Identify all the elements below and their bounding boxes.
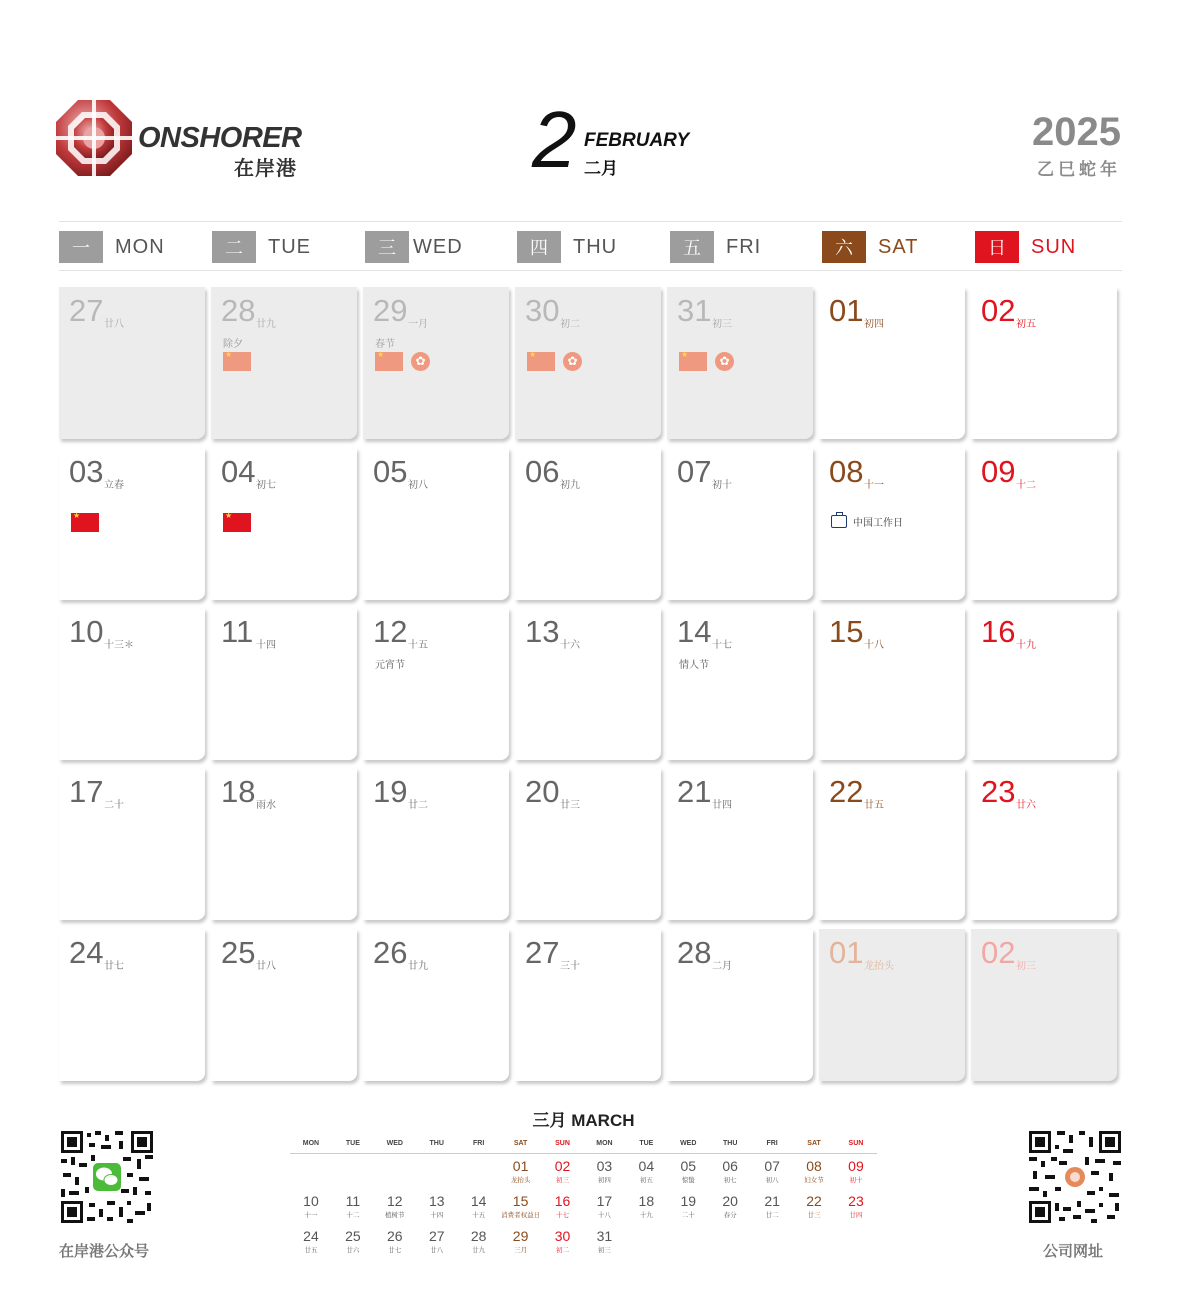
- calendar-day-cell[interactable]: [211, 448, 357, 600]
- lunar-date: 初三: [1016, 961, 1036, 972]
- mini-lunar-date: 初三: [597, 1246, 611, 1254]
- mini-day-cell: [416, 1189, 458, 1224]
- mini-day-cell: [625, 1224, 667, 1259]
- day-number: 01: [829, 935, 864, 970]
- day-number: 05: [373, 454, 408, 489]
- holiday-label: 春节: [375, 339, 395, 350]
- next-month-title: 三月 MARCH: [532, 1111, 635, 1130]
- day-number: 21: [677, 774, 712, 809]
- hong-kong-flag-icon: ✿: [411, 352, 430, 371]
- month-name-cn: 二月: [584, 159, 618, 179]
- mini-lunar-date: 十一: [304, 1211, 318, 1219]
- mini-day-cell: [835, 1224, 877, 1259]
- mini-lunar-date: 消费者权益日: [501, 1211, 541, 1219]
- lunar-date: 初十: [712, 480, 732, 491]
- mini-lunar-date: 廿九: [472, 1246, 486, 1254]
- mini-day-cell: [500, 1189, 542, 1224]
- china-flag-icon: [71, 513, 99, 532]
- day-number: 25: [221, 935, 256, 970]
- mini-day-cell: [458, 1189, 500, 1224]
- mini-day-cell: [793, 1189, 835, 1224]
- brand-name-cn: 在岸港: [234, 156, 297, 180]
- mini-lunar-date: 三月: [514, 1246, 528, 1254]
- day-number: 29: [373, 293, 408, 328]
- mini-lunar-date: 廿六: [346, 1246, 360, 1254]
- lunar-date: 雨水: [256, 800, 276, 811]
- lunar-date: 十二: [1016, 480, 1036, 491]
- weekday-en: SUN: [1031, 235, 1077, 258]
- year-zodiac: 乙巳蛇年: [1037, 160, 1121, 180]
- mini-day-number: 17: [596, 1193, 613, 1209]
- calendar-day-cell[interactable]: [971, 448, 1117, 600]
- weekday-fri: [670, 231, 761, 263]
- qr-left-caption: 在岸港公众号: [59, 1242, 150, 1260]
- lunar-date: 二月: [712, 961, 732, 972]
- mini-weekday: SUN: [848, 1140, 864, 1147]
- day-number: 02: [981, 935, 1016, 970]
- weekday-cn: 一: [59, 231, 103, 263]
- day-number: 26: [373, 935, 408, 970]
- lunar-date: 初二: [560, 319, 580, 330]
- mini-day-cell: [583, 1189, 625, 1224]
- lunar-date: 十六: [560, 640, 580, 651]
- day-number: 11: [221, 614, 254, 649]
- mini-day-cell: [709, 1224, 751, 1259]
- weekday-cn: 六: [822, 231, 866, 263]
- mini-day-cell: [625, 1154, 667, 1189]
- mini-day-number: 10: [303, 1193, 319, 1209]
- weekday-en: MON: [115, 235, 165, 258]
- lunar-date: 初八: [408, 480, 428, 491]
- mini-lunar-date: 初二: [555, 1246, 569, 1254]
- mini-day-number: 09: [848, 1158, 864, 1174]
- day-number: 23: [981, 774, 1016, 809]
- weekday-en: FRI: [726, 235, 762, 258]
- mini-day-cell: [751, 1189, 793, 1224]
- mini-weekday: FRI: [473, 1140, 485, 1147]
- mini-lunar-date: 初八: [765, 1176, 779, 1184]
- calendar-day-cell[interactable]: [363, 929, 509, 1081]
- holiday-label: 除夕: [223, 339, 243, 350]
- lunar-date: 立春: [104, 480, 124, 491]
- workday-note: [831, 514, 903, 529]
- mini-day-cell: [332, 1189, 374, 1224]
- china-flag-icon: [223, 352, 251, 371]
- lunar-date: 十四: [256, 640, 276, 651]
- mini-day-cell: [793, 1224, 835, 1259]
- holiday-flags: [223, 513, 251, 532]
- weekday-sat: [822, 231, 918, 263]
- day-number: 04: [221, 454, 256, 489]
- mini-day-number: 05: [680, 1158, 697, 1174]
- day-number: 12: [373, 614, 408, 649]
- mini-lunar-date: 初三: [555, 1176, 569, 1184]
- mini-day-number: 11: [345, 1193, 361, 1209]
- weekday-en: TUE: [268, 235, 311, 258]
- mini-day-cell: [709, 1189, 751, 1224]
- lunar-date: 廿八: [256, 961, 276, 972]
- mini-lunar-date: 廿四: [849, 1211, 863, 1219]
- day-number: 07: [677, 454, 712, 489]
- day-number: 27: [525, 935, 560, 970]
- weekday-cn: 五: [670, 231, 714, 263]
- calendar-day-cell[interactable]: [971, 768, 1117, 920]
- mini-day-cell: [751, 1224, 793, 1259]
- mini-day-cell: [500, 1224, 542, 1259]
- calendar-day-cell[interactable]: [819, 448, 965, 600]
- day-number: 28: [221, 293, 256, 328]
- mini-weekday: TUE: [639, 1140, 654, 1147]
- mini-lunar-date: 廿二: [765, 1211, 779, 1219]
- lunar-date: 十五: [408, 640, 428, 651]
- mini-day-cell: [835, 1154, 877, 1189]
- calendar-day-cell[interactable]: [59, 448, 205, 600]
- mini-weekday: SAT: [513, 1140, 528, 1147]
- mini-day-number: 07: [764, 1158, 780, 1174]
- mini-day-cell: [583, 1224, 625, 1259]
- mini-day-number: 28: [470, 1228, 487, 1244]
- mini-day-cell: [542, 1224, 584, 1259]
- lunar-date: 廿九: [256, 319, 276, 330]
- wechat-qr-code[interactable]: [61, 1131, 153, 1223]
- mini-day-cell: [290, 1154, 332, 1189]
- calendar-day-cell[interactable]: [363, 287, 509, 439]
- calendar-day-cell[interactable]: [515, 287, 661, 439]
- day-number: 06: [525, 454, 560, 489]
- mini-day-cell: [542, 1189, 584, 1224]
- mini-day-cell: [542, 1154, 584, 1189]
- mini-lunar-date: 廿五: [304, 1246, 318, 1254]
- next-month-calendar: [290, 1140, 877, 1259]
- weekday-cn: 日: [975, 231, 1019, 263]
- day-number: 16: [981, 614, 1016, 649]
- holiday-label: 元宵节: [375, 660, 405, 671]
- mini-day-cell: [625, 1189, 667, 1224]
- holiday-flags: [71, 513, 99, 532]
- lunar-date: 三十: [560, 961, 580, 972]
- mini-week-row: [290, 1224, 877, 1259]
- hong-kong-flag-icon: ✿: [563, 352, 582, 371]
- mini-day-number: 26: [387, 1228, 403, 1244]
- day-number: 30: [525, 293, 560, 328]
- mini-day-cell: [667, 1224, 709, 1259]
- calendar-day-cell[interactable]: [515, 768, 661, 920]
- mini-day-cell: [667, 1154, 709, 1189]
- mini-day-number: 31: [596, 1228, 613, 1244]
- calendar-day-cell[interactable]: [363, 448, 509, 600]
- mini-day-cell: [332, 1224, 374, 1259]
- mini-day-number: 23: [848, 1193, 864, 1209]
- lunar-date: 廿三: [560, 800, 580, 811]
- mini-week-row: [290, 1154, 877, 1189]
- calendar-day-cell[interactable]: [667, 929, 813, 1081]
- mini-day-number: 25: [345, 1228, 361, 1244]
- day-number: 28: [677, 935, 712, 970]
- lunar-date: 龙抬头: [864, 961, 894, 972]
- mini-day-cell: [583, 1154, 625, 1189]
- mini-day-cell: [374, 1189, 416, 1224]
- mini-lunar-date: 二十: [681, 1211, 695, 1219]
- next-month-days: [290, 1154, 877, 1259]
- mini-day-cell: [416, 1224, 458, 1259]
- mini-weekday: TUE: [345, 1140, 360, 1147]
- mini-day-cell: [500, 1154, 542, 1189]
- day-number: 22: [829, 774, 864, 809]
- weekday-en: WED: [413, 235, 463, 258]
- calendar-day-cell[interactable]: [59, 768, 205, 920]
- day-number: 17: [69, 774, 104, 809]
- holiday-label: 情人节: [679, 660, 709, 671]
- lunar-date: 十三＊: [104, 640, 134, 651]
- mini-day-number: 12: [387, 1193, 403, 1209]
- lunar-date: 初四: [864, 319, 884, 330]
- mini-day-number: 06: [722, 1158, 738, 1174]
- calendar-day-cell[interactable]: [363, 768, 509, 920]
- weekday-thu: [517, 231, 617, 263]
- briefcase-icon: [831, 515, 847, 528]
- mini-day-cell: [458, 1224, 500, 1259]
- mini-day-number: 21: [764, 1193, 780, 1209]
- mini-lunar-date: 十七: [555, 1211, 569, 1219]
- day-number: 02: [981, 293, 1016, 328]
- qr-right-caption: 公司网址: [1043, 1242, 1104, 1260]
- lunar-date: 廿六: [1016, 800, 1036, 811]
- mini-weekday: FRI: [766, 1140, 778, 1147]
- calendar-day-cell[interactable]: [667, 608, 813, 760]
- mini-day-number: 24: [303, 1228, 319, 1244]
- lunar-date: 十八: [864, 640, 884, 651]
- day-number: 10: [69, 614, 104, 649]
- mini-day-cell: [416, 1154, 458, 1189]
- calendar-day-cell[interactable]: [819, 287, 965, 439]
- mini-lunar-date: 十二: [346, 1211, 360, 1219]
- lunar-date: 一月: [408, 319, 428, 330]
- lunar-date: 初五: [1016, 319, 1036, 330]
- mini-day-cell: [374, 1154, 416, 1189]
- mini-weekday: SAT: [807, 1140, 821, 1147]
- mini-day-cell: [751, 1154, 793, 1189]
- calendar-day-cell[interactable]: [819, 929, 965, 1081]
- lunar-date: 廿七: [104, 961, 124, 972]
- mini-day-cell: [374, 1224, 416, 1259]
- mini-lunar-date: 初四: [597, 1176, 611, 1184]
- mini-lunar-date: 廿七: [388, 1246, 402, 1254]
- mini-day-number: 04: [638, 1158, 655, 1174]
- mini-weekday: MON: [302, 1140, 320, 1147]
- day-number: 27: [69, 293, 104, 328]
- weekday-en: SAT: [878, 235, 919, 258]
- mini-weekday: SUN: [555, 1140, 570, 1147]
- mini-weekday: WED: [680, 1140, 697, 1147]
- day-number: 03: [69, 454, 104, 489]
- calendar-day-cell[interactable]: [211, 608, 357, 760]
- year: 2025: [1032, 110, 1121, 154]
- month-number: 2: [532, 95, 577, 184]
- mini-day-number: 03: [596, 1158, 613, 1174]
- mini-day-number: 22: [806, 1193, 822, 1209]
- mini-lunar-date: 初十: [849, 1176, 863, 1184]
- calendar-day-cell[interactable]: [667, 768, 813, 920]
- mini-day-number: 08: [806, 1158, 822, 1174]
- mini-lunar-date: 春分: [723, 1211, 737, 1219]
- holiday-flags: [527, 352, 582, 371]
- mini-lunar-date: 廿八: [430, 1246, 444, 1254]
- calendar-day-cell[interactable]: [211, 768, 357, 920]
- mini-lunar-date: 十五: [472, 1211, 486, 1219]
- brand-name-en: ONSHORER: [138, 122, 302, 154]
- calendar-day-cell[interactable]: [59, 608, 205, 760]
- mini-day-number: 20: [722, 1193, 738, 1209]
- lunar-date: 初七: [256, 480, 276, 491]
- lunar-date: 初九: [560, 480, 580, 491]
- lunar-date: 廿九: [408, 961, 428, 972]
- mini-weekday: MON: [596, 1140, 613, 1147]
- calendar-day-cell[interactable]: [667, 448, 813, 600]
- lunar-date: 初三: [712, 319, 732, 330]
- china-flag-icon: [223, 513, 251, 532]
- mini-day-number: 02: [554, 1158, 571, 1174]
- calendar-day-cell[interactable]: [59, 287, 205, 439]
- mini-lunar-date: 龙抬头: [510, 1176, 531, 1184]
- weekday-wed: [365, 231, 463, 263]
- mini-lunar-date: 廿三: [807, 1211, 821, 1219]
- mini-day-cell: [332, 1154, 374, 1189]
- day-number: 13: [525, 614, 560, 649]
- weekday-cn: 四: [517, 231, 561, 263]
- calendar-day-cell[interactable]: [363, 608, 509, 760]
- lunar-date: 廿八: [104, 319, 124, 330]
- lunar-date: 十一: [864, 480, 884, 491]
- brand-logo: [56, 100, 316, 180]
- weekday-cn: 二: [212, 231, 256, 263]
- day-number: 31: [677, 293, 712, 328]
- mini-lunar-date: 十九: [639, 1211, 653, 1219]
- mini-day-cell: [290, 1189, 332, 1224]
- website-qr-code[interactable]: [1029, 1131, 1121, 1223]
- mini-day-number: 15: [512, 1193, 529, 1209]
- mini-day-cell: [290, 1224, 332, 1259]
- lunar-date: 二十: [104, 800, 124, 811]
- weekday-mon: [59, 231, 165, 263]
- holiday-flags: [375, 352, 430, 371]
- mini-weekday: WED: [386, 1140, 403, 1147]
- mini-day-number: 30: [554, 1228, 571, 1244]
- china-flag-icon: [679, 352, 707, 371]
- mini-lunar-date: 植树节: [385, 1211, 405, 1219]
- calendar-day-cell[interactable]: [515, 448, 661, 600]
- calendar-day-cell[interactable]: [667, 287, 813, 439]
- mini-lunar-date: 惊蛰: [681, 1176, 695, 1184]
- mini-day-cell: [793, 1154, 835, 1189]
- weekday-sun: [975, 231, 1076, 263]
- mini-day-number: 29: [512, 1228, 529, 1244]
- weekday-tue: [212, 231, 311, 263]
- holiday-flags: [223, 352, 251, 371]
- day-number: 19: [373, 774, 408, 809]
- day-number: 24: [69, 935, 104, 970]
- mini-day-cell: [835, 1189, 877, 1224]
- calendar-day-cell[interactable]: [515, 929, 661, 1081]
- mini-day-cell: [709, 1154, 751, 1189]
- mini-day-cell: [667, 1189, 709, 1224]
- day-number: 15: [829, 614, 864, 649]
- lunar-date: 十七: [712, 640, 732, 651]
- holiday-flags: [679, 352, 734, 371]
- china-flag-icon: [375, 352, 403, 371]
- day-number: 18: [221, 774, 256, 809]
- mini-day-number: 27: [428, 1228, 445, 1244]
- mini-lunar-date: 妇女节: [804, 1176, 824, 1184]
- day-number: 01: [829, 293, 864, 328]
- calendar-day-cell[interactable]: [819, 768, 965, 920]
- day-number: 09: [981, 454, 1016, 489]
- mini-day-number: 18: [638, 1193, 655, 1209]
- calendar-day-cell[interactable]: [819, 608, 965, 760]
- calendar-day-cell[interactable]: [971, 929, 1117, 1081]
- mini-day-number: 14: [470, 1193, 487, 1209]
- mini-lunar-date: 初七: [723, 1176, 737, 1184]
- mini-lunar-date: 十八: [597, 1211, 611, 1219]
- onshorer-logo-icon: [56, 100, 132, 176]
- hong-kong-flag-icon: ✿: [715, 352, 734, 371]
- mini-week-row: [290, 1189, 877, 1224]
- weekday-cn: 三: [365, 231, 409, 263]
- calendar-day-cell[interactable]: [971, 608, 1117, 760]
- china-flag-icon: [527, 352, 555, 371]
- workday-label: 中国工作日: [853, 518, 903, 529]
- lunar-date: 十九: [1016, 640, 1036, 651]
- mini-lunar-date: 初五: [639, 1176, 653, 1184]
- calendar-day-cell[interactable]: [211, 929, 357, 1081]
- calendar-day-cell[interactable]: [211, 287, 357, 439]
- mini-weekday: THU: [429, 1140, 444, 1147]
- next-month-weekdays: [290, 1140, 877, 1154]
- lunar-date: 廿二: [408, 800, 428, 811]
- mini-day-number: 16: [554, 1193, 571, 1209]
- mini-weekday: THU: [722, 1140, 738, 1147]
- lunar-date: 廿四: [712, 800, 732, 811]
- mini-day-number: 19: [680, 1193, 697, 1209]
- mini-lunar-date: 十四: [430, 1211, 444, 1219]
- mini-day-number: 13: [428, 1193, 445, 1209]
- calendar-day-cell[interactable]: [59, 929, 205, 1081]
- lunar-date: 廿五: [864, 800, 884, 811]
- month-name-en: FEBRUARY: [584, 130, 690, 151]
- mini-day-number: 01: [512, 1158, 529, 1174]
- mini-day-cell: [458, 1154, 500, 1189]
- weekday-en: THU: [573, 235, 618, 258]
- calendar-day-cell[interactable]: [971, 287, 1117, 439]
- day-number: 14: [677, 614, 712, 649]
- day-number: 20: [525, 774, 560, 809]
- weekday-header: [59, 221, 1122, 271]
- day-number: 08: [829, 454, 864, 489]
- calendar-day-cell[interactable]: [515, 608, 661, 760]
